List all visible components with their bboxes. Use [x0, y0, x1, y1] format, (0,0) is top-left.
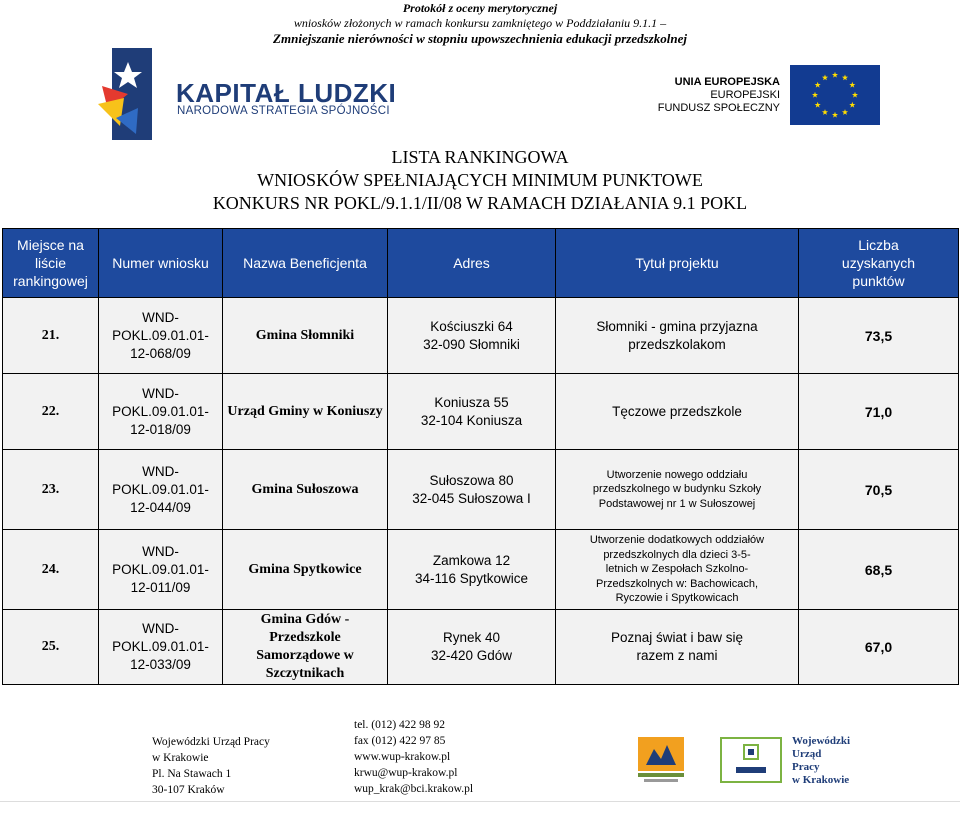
protocol-subtitle: wniosków złożonych w ramach konkursu zamkniętego w Poddziałaniu 9.1.1 –	[293, 16, 667, 30]
eu-flag-icon	[790, 65, 880, 125]
beneficiary-cell: Gmina Sułoszowa	[223, 450, 388, 530]
footer-tel: tel. (012) 422 98 92	[354, 719, 446, 731]
table-row	[3, 298, 959, 374]
table-header-row	[3, 229, 959, 298]
col-project-header: Tytuł projektu	[556, 229, 799, 298]
points-cell: 73,5	[799, 298, 959, 374]
wup-logo-icon	[720, 737, 782, 783]
protocol-subtitle-2: Zmniejszanie nierówności w stopniu upowszechnienia edukacji przedszkolnej	[273, 31, 687, 46]
points-cell: 67,0	[799, 610, 959, 685]
points-cell: 71,0	[799, 374, 959, 450]
beneficiary-cell: Gmina Spytkowice	[223, 530, 388, 610]
protocol-title: Protokół z oceny merytorycznej	[402, 1, 558, 15]
ranking-title-line-3: KONKURS NR POKL/9.1.1/II/08 W RAMACH DZIAŁANIA 9.1 POKL	[212, 193, 748, 213]
beneficiary-cell: Gmina Słomniki	[223, 298, 388, 374]
col-address-header: Adres	[388, 229, 556, 298]
footer-email-link-2[interactable]: wup_krak@bci.krakow.pl	[354, 783, 474, 795]
table-row	[3, 374, 959, 450]
table-row	[3, 450, 959, 530]
address-cell: Zamkowa 12 34-116 Spytkowice	[388, 530, 556, 610]
eu-line-1: UNIA EUROPEJSKA	[674, 76, 780, 88]
number-cell: WND-POKL.09.01.01- 12-044/09	[99, 450, 223, 530]
footer-email-link[interactable]: krwu@wup-krakow.pl	[354, 767, 458, 779]
footer-divider	[0, 801, 960, 802]
project-cell: Tęczowe przedszkole	[556, 374, 799, 450]
col-points-header: Liczba uzyskanych punktów	[799, 229, 959, 298]
eu-text	[640, 76, 780, 115]
points-cell: 70,5	[799, 450, 959, 530]
points-cell: 68,5	[799, 530, 959, 610]
number-cell: WND-POKL.09.01.01- 12-018/09	[99, 374, 223, 450]
ranking-title-line-1: LISTA RANKINGOWA	[391, 147, 569, 167]
footer-www-link[interactable]: www.wup-krakow.pl	[354, 751, 451, 763]
eu-line-2: EUROPEJSKI	[710, 89, 780, 101]
col-place-header: Miejsce na liście rankingowej	[3, 229, 99, 298]
wup-logo-text: Wojewódzki Urząd Pracy w Krakowie	[792, 735, 851, 786]
place-cell: 22.	[3, 374, 99, 450]
table-row	[3, 610, 959, 685]
kapital-ludzki-logo-icon	[98, 48, 160, 140]
kapital-ludzki-title: KAPITAŁ LUDZKI	[176, 78, 397, 108]
footer	[0, 707, 960, 827]
number-cell: WND-POKL.09.01.01- 12-068/09	[99, 298, 223, 374]
col-beneficiary-header: Nazwa Beneficjenta	[223, 229, 388, 298]
footer-fax: fax (012) 422 97 85	[354, 735, 446, 747]
address-cell: Koniusza 55 32-104 Koniusza	[388, 374, 556, 450]
project-cell: Utworzenie dodatkowych oddziałów przedszkolnych dla dzieci 3-5- letnich w Zespołach Szkolno- Przedszkolnych w: Bachowicach, Ryczowie i Spytkowicach	[556, 530, 799, 610]
footer-address: Wojewódzki Urząd Pracy w Krakowie Pl. Na Stawach 1 30-107 Kraków	[152, 736, 270, 796]
place-cell: 25.	[3, 610, 99, 685]
beneficiary-cell: Urząd Gminy w Koniuszy	[223, 374, 388, 450]
table-row	[3, 530, 959, 610]
beneficiary-cell: Gmina Gdów - Przedszkole Samorządowe w Szczytnikach	[223, 610, 388, 685]
ranking-title-line-2: WNIOSKÓW SPEŁNIAJĄCYCH MINIMUM PUNKTOWE	[257, 170, 703, 190]
footer-contact	[354, 717, 473, 797]
eu-line-3: FUNDUSZ SPOŁECZNY	[657, 102, 780, 114]
address-cell: Kościuszki 64 32-090 Słomniki	[388, 298, 556, 374]
project-cell: Utworzenie nowego oddziału przedszkolnego w budynku Szkoły Podstawowej nr 1 w Sułoszowej	[556, 450, 799, 530]
address-cell: Rynek 40 32-420 Gdów	[388, 610, 556, 685]
address-cell: Sułoszowa 80 32-045 Sułoszowa I	[388, 450, 556, 530]
ranking-table	[2, 228, 959, 685]
project-cell: Poznaj świat i baw się razem z nami	[556, 610, 799, 685]
col-number-header: Numer wniosku	[99, 229, 223, 298]
place-cell: 24.	[3, 530, 99, 610]
malopolska-logo-icon	[636, 735, 686, 785]
project-cell: Słomniki - gmina przyjazna przedszkolakom	[556, 298, 799, 374]
place-cell: 23.	[3, 450, 99, 530]
ranking-title	[0, 146, 960, 215]
kapital-ludzki-subtitle: NARODOWA STRATEGIA SPÓJNOŚCI	[177, 105, 390, 117]
number-cell: WND-POKL.09.01.01- 12-033/09	[99, 610, 223, 685]
place-cell: 21.	[3, 298, 99, 374]
number-cell: WND-POKL.09.01.01- 12-011/09	[99, 530, 223, 610]
